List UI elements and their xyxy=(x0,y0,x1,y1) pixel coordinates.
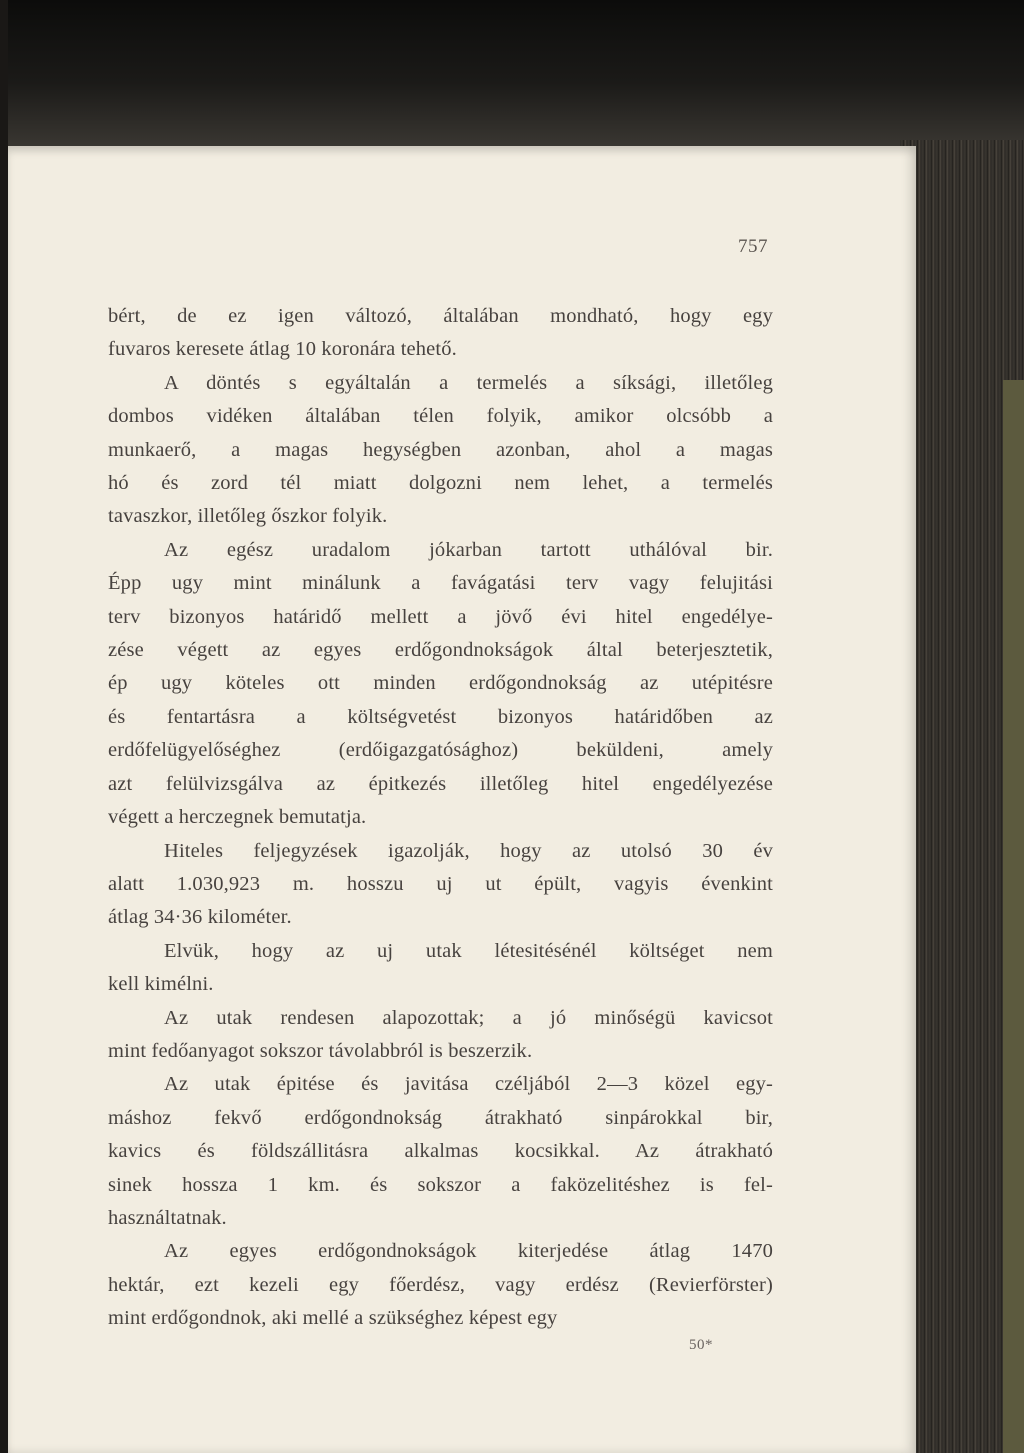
text-line: és fentartásra a költségvetést bizonyos határidőben az xyxy=(108,705,773,728)
paragraph xyxy=(108,1002,773,1069)
text-line: kavics és földszállitásra alkalmas kocsikkal. Az átrakható xyxy=(108,1140,773,1163)
text-line: fuvaros keresete átlag 10 koronára tehető. xyxy=(108,338,457,361)
text-line: terv bizonyos határidő mellett a jövő évi hitel engedélye- xyxy=(108,605,773,628)
text-line: mint erdőgondnok, aki mellé a szükséghez képest egy xyxy=(108,1307,558,1330)
text-line: azt felülvizsgálva az épitkezés illetőleg hitel engedélyezése xyxy=(108,772,773,795)
text-line: Elvük, hogy az uj utak létesitésénél költséget nem xyxy=(164,939,773,962)
text-line: kell kimélni. xyxy=(108,973,214,996)
text-line: tavaszkor, illetőleg őszkor folyik. xyxy=(108,505,388,528)
page-number: 757 xyxy=(738,236,768,257)
scan-background-top xyxy=(0,0,1024,150)
scan-background-left xyxy=(0,0,8,1453)
paragraph xyxy=(108,367,773,534)
text-line: használtatnak. xyxy=(108,1206,227,1229)
text-line: Az egész uradalom jókarban tartott uthálóval bir. xyxy=(164,538,773,561)
text-line: erdőfelügyelőséghez (erdőigazgatósághoz) beküldeni, amely xyxy=(108,739,773,762)
text-line: alatt 1.030,923 m. hosszu uj ut épült, vagyis évenkint xyxy=(108,872,773,895)
text-line: zése végett az egyes erdőgondnokságok által beterjesztetik, xyxy=(108,639,773,662)
text-line: Az egyes erdőgondnokságok kiterjedése átlag 1470 xyxy=(164,1240,773,1263)
text-line: máshoz fekvő erdőgondnokság átrakható sinpárokkal bir, xyxy=(108,1106,773,1129)
paragraph xyxy=(108,1235,773,1335)
text-line: mint fedőanyagot sokszor távolabbról is beszerzik. xyxy=(108,1039,533,1062)
text-line: dombos vidéken általában télen folyik, amikor olcsóbb a xyxy=(108,405,773,428)
paragraph xyxy=(108,534,773,835)
paragraph xyxy=(108,835,773,935)
text-line: sinek hossza 1 km. és sokszor a faközelitéshez is fel- xyxy=(108,1173,773,1196)
text-line: Az utak rendesen alapozottak; a jó minőségü kavicsot xyxy=(164,1006,773,1029)
printer-signature-mark: 50* xyxy=(689,1337,713,1353)
text-line: Hiteles feljegyzések igazolják, hogy az utolsó 30 év xyxy=(164,839,773,862)
text-line: végett a herczegnek bemutatja. xyxy=(108,806,367,829)
text-line: Az utak épitése és javitása czéljából 2—3 közel egy- xyxy=(164,1073,773,1096)
paragraph xyxy=(108,1068,773,1235)
paragraph xyxy=(108,300,773,367)
body-text xyxy=(108,300,773,1336)
text-line: A döntés s egyáltalán a termelés a síksági, illetőleg xyxy=(164,371,773,394)
text-line: ép ugy köteles ott minden erdőgondnokság az utépitésre xyxy=(108,672,773,695)
text-line: átlag 34·36 kilométer. xyxy=(108,906,292,929)
text-line: munkaerő, a magas hegységben azonban, ahol a magas xyxy=(108,438,773,461)
text-line: hektár, ezt kezeli egy főerdész, vagy erdész (Revierförster) xyxy=(108,1273,773,1296)
scan-background-right xyxy=(1003,380,1024,1453)
text-line: Épp ugy mint minálunk a favágatási terv vagy felujitási xyxy=(108,572,773,595)
text-line: hó és zord tél miatt dolgozni nem lehet, a termelés xyxy=(108,472,773,495)
text-line: bért, de ez igen változó, általában mondható, hogy egy xyxy=(108,305,773,327)
paragraph xyxy=(108,935,773,1002)
